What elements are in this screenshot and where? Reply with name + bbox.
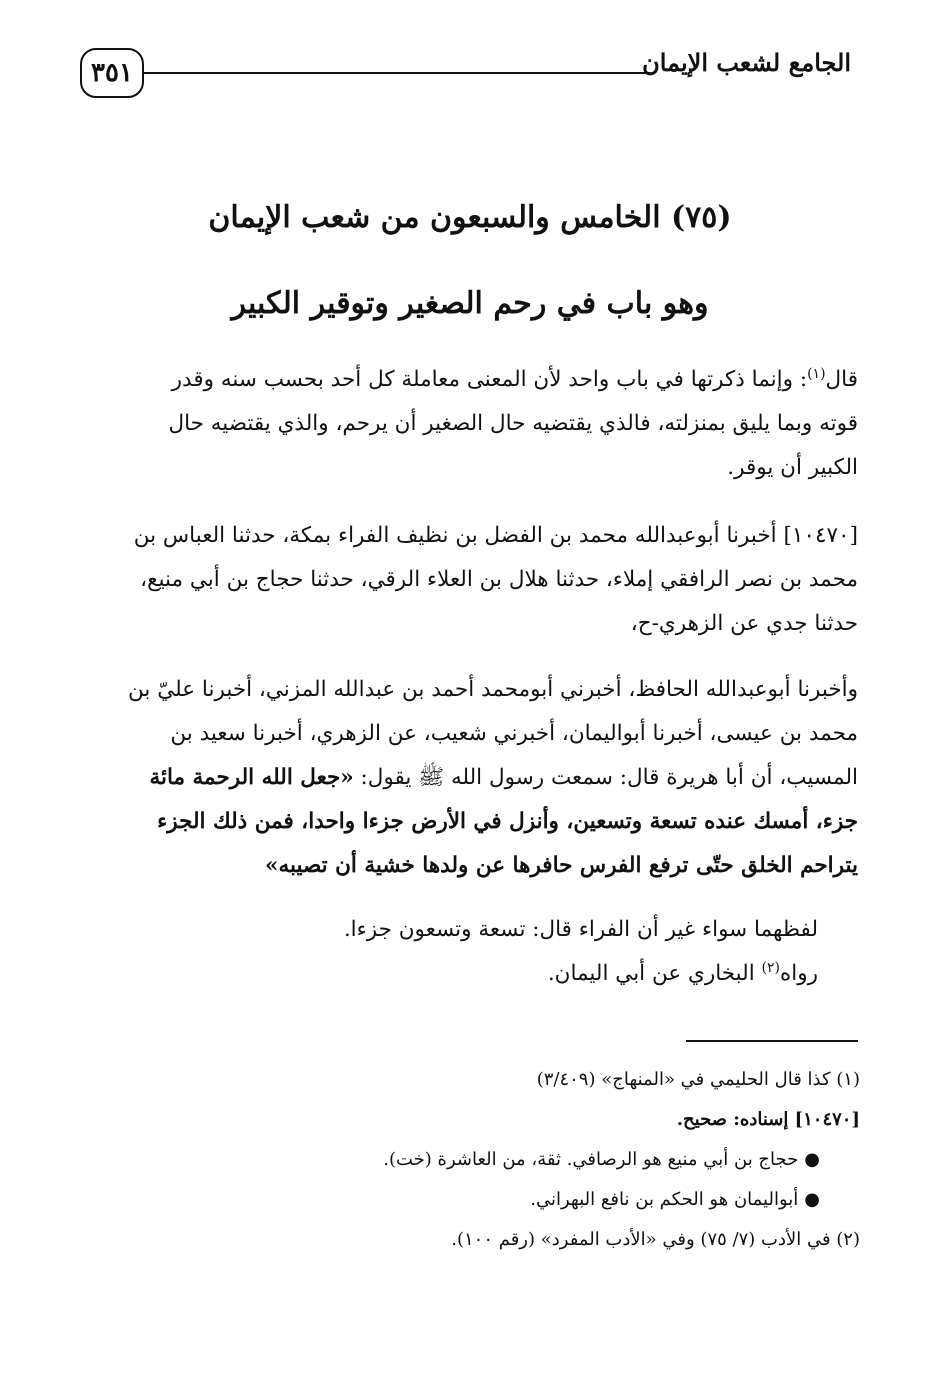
paragraph-isnad-1 [80, 514, 858, 646]
hadith-text: جزء، أمسك عنده تسعة وتسعين، وأنزل في الأرض جزءا واحدا، فمن ذلك الجزء [157, 809, 858, 834]
page-number-text: ٣٥١ [91, 58, 133, 88]
text-line: [١٠٤٧٠] أخبرنا أبوعبدالله محمد بن الفضل بن نظيف الفراء بمكة، حدثنا العباس بن [133, 523, 858, 548]
hadith-grade: صحيح. [676, 1109, 727, 1130]
header-rule [144, 72, 650, 74]
text-line [80, 952, 858, 996]
footnote-bullet [300, 1140, 860, 1180]
text-line: قوته وبما يليق بمنزلته، فالذي يقتضيه حال الصغير أن يرحم، والذي يقتضيه حال [168, 411, 858, 436]
paragraph-isnad-2 [80, 668, 858, 888]
text-line: محمد بن عيسى، أخبرنا أبواليمان، أخبرني شعيب، عن الزهري، أخبرنا سعيد بن [170, 721, 858, 746]
text-line: محمد بن نصر الرافقي إملاء، حدثنا هلال بن العلاء الرقي، حدثنا حجاج بن أبي منيع، [140, 567, 858, 592]
bullet-icon: ● [804, 1189, 820, 1210]
text-run: قال [825, 367, 858, 392]
text-line: الكبير أن يوقر. [727, 455, 858, 480]
footnote-ref-2: (٢) [761, 959, 780, 976]
text-run: : وإنما ذكرتها في باب واحد لأن المعنى معاملة كل أحد بحسب سنه وقدر [171, 367, 808, 392]
footnote-1: (١) كذا قال الحليمي في «المنهاج» (٣/٤٠٩) [536, 1069, 860, 1090]
text-line: وأخبرنا أبوعبدالله الحافظ، أخبرني أبومحمد أحمد بن عبدالله المزني، أخبرنا عليّ بن [128, 677, 858, 702]
chapter-subtitle: وهو باب في رحم الصغير وتوقير الكبير [231, 286, 709, 321]
text-run: حجاج بن أبي منيع هو الرصافي. ثقة، من العاشرة (خت). [383, 1149, 799, 1170]
bullet-icon: ● [804, 1149, 820, 1170]
text-line: لفظهما سواء غير أن الفراء قال: تسعة وتسعون جزءا. [343, 917, 818, 942]
text-run: رواه [779, 961, 818, 986]
text-run: أبواليمان هو الحكم بن نافع البهراني. [530, 1189, 799, 1210]
text-run: المسيب، أن أبا هريرة قال: سمعت رسول الله ﷺ يقول: [353, 765, 858, 790]
text-line [80, 358, 858, 402]
footnote-bullet [300, 1180, 860, 1220]
footnote-ref-1: (١) [807, 365, 826, 382]
chapter-title: (٧٥) الخامس والسبعون من شعب الإيمان [208, 200, 732, 235]
paragraph-notes [80, 908, 858, 996]
hadith-text: يتراحم الخلق حتّى ترفع الفرس حافرها عن ولدها خشية أن تصيبه» [265, 853, 858, 878]
footnotes [300, 1060, 860, 1260]
text-run: البخاري عن أبي اليمان. [547, 961, 762, 986]
text-line [80, 756, 858, 800]
hadith-text: «جعل الله الرحمة مائة [149, 765, 354, 790]
paragraph-halimi-quote [80, 358, 858, 490]
page-number [80, 48, 144, 98]
footnote-hadith [300, 1100, 860, 1140]
text-line: حدثنا جدي عن الزهري-ح، [630, 611, 858, 636]
footnote-label: [١٠٤٧٠] إسناده: [726, 1109, 860, 1130]
footnote-2: (٢) في الأدب (٧/ ٧٥) وفي «الأدب المفرد» (رقم ١٠٠). [451, 1229, 860, 1250]
footnote-separator [686, 1040, 858, 1042]
running-head: الجامع لشعب الإيمان [642, 48, 851, 77]
